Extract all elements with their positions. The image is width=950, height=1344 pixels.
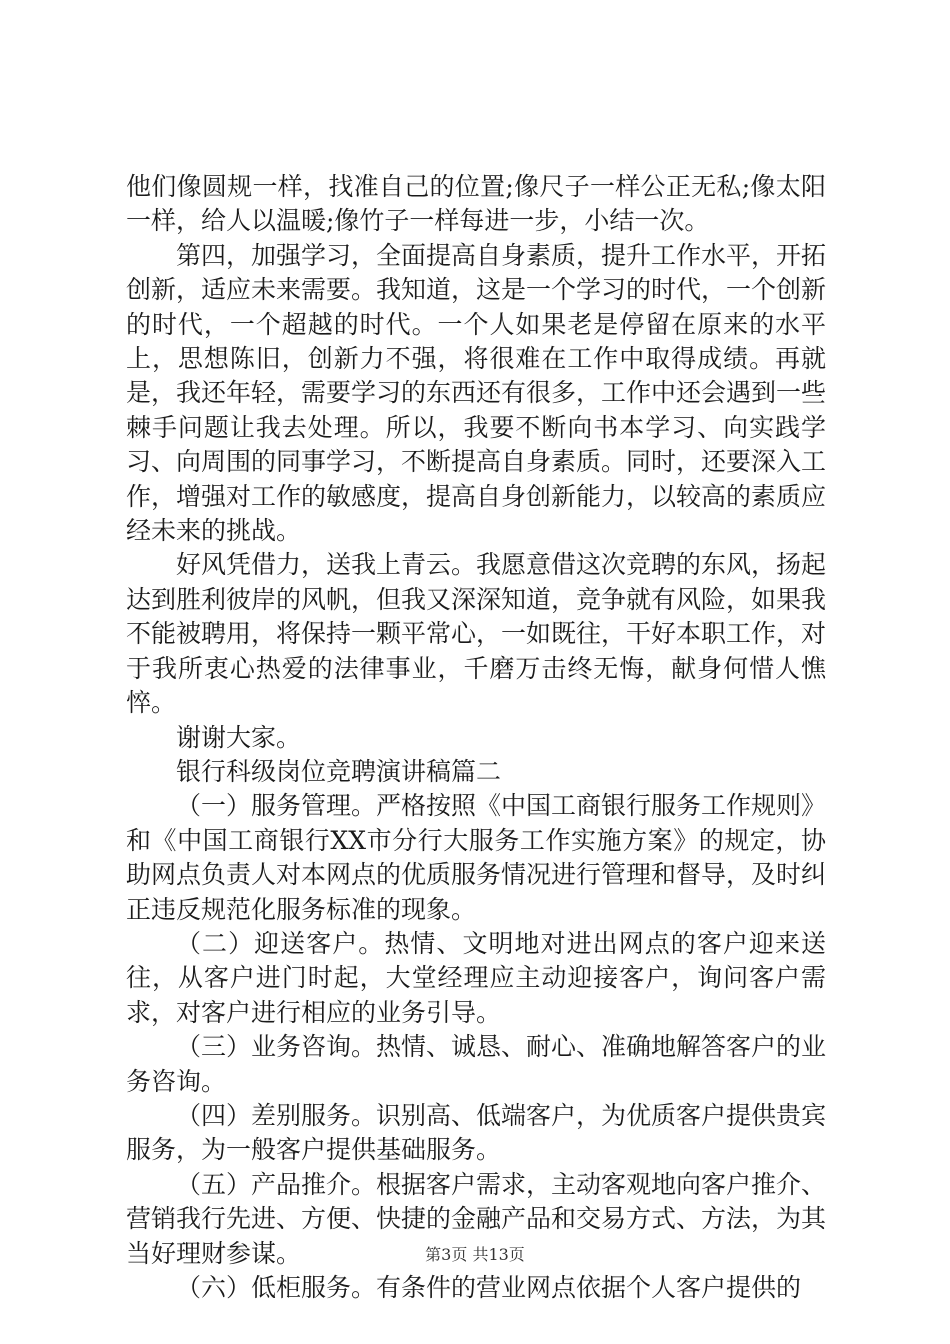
paragraph-compass-ruler: 他们像圆规一样，找准自己的位置;像尺子一样公正无私;像太阳一样，给人以温暖;像竹子一样每进一步，小结一次。 — [126, 172, 826, 236]
page-number-footer: 第3页 共13页 — [425, 1245, 525, 1264]
paragraph-business-consulting: （三）业务咨询。热情、诚恳、耐心、准确地解答客户的业务咨询。 — [126, 1032, 827, 1096]
paragraph-product-promotion: （五）产品推介。根据客户需求，主动客观地向客户推介、营销我行先进、方便、快捷的金融产品和交易方式、方法，为其当好理财参谋。 — [126, 1169, 827, 1268]
paragraph-low-counter-service: （六）低柜服务。有条件的营业网点依据个人客户提供的 — [176, 1273, 802, 1302]
paragraph-greeting-customers: （二）迎送客户。热情、文明地对进出网点的客户迎来送往，从客户进门时起，大堂经理应主动迎接客户，询问客户需求，对客户进行相应的业务引导。 — [126, 928, 826, 1027]
paragraph-service-management: （一）服务管理。严格按照《中国工商银行服务工作规则》和《中国工商银行XX市分行大服务工作实施方案》的规定，协助网点负责人对本网点的优质服务情况进行管理和督导，及时纠正违反规范化服务标准的现象。 — [126, 791, 827, 924]
paragraph-thanks: 谢谢大家。 — [176, 722, 302, 752]
paragraph-closing: 好风凭借力，送我上青云。我愿意借这次竞聘的东风，扬起达到胜利彼岸的风帆，但我又深深知道，竞争就有风险，如果我不能被聘用，将保持一颗平常心，一如既往，干好本职工作，对于我所衷心热爱的法律事业，千磨万击终无悔，献身何惜人憔悴。 — [126, 550, 827, 718]
paragraph-differentiated-service: （四）差别服务。识别高、低端客户，为优质客户提供贵宾服务，为一般客户提供基础服务。 — [126, 1100, 827, 1165]
document-body — [126, 170, 826, 1305]
paragraph-fourth-point: 第四，加强学习，全面提高自身素质，提升工作水平，开拓创新，适应未来需要。我知道，这是一个学习的时代，一个创新的时代，一个超越的时代。一个人如果老是停留在原来的水平上，思想陈旧，创新力不强，将很难在工作中取得成绩。再就是，我还年轻，需要学习的东西还有很多，工作中还会遇到一些棘手问题让我去处理。所以，我要不断向书本学习、向实践学习、向周围的同事学习，不断提高自身素质。同时，还要深入工作，增强对工作的敏感度，提高自身创新能力，以较高的素质应经未来的挑战。 — [126, 240, 827, 546]
section-heading: 银行科级岗位竞聘演讲稿篇二 — [176, 756, 502, 786]
